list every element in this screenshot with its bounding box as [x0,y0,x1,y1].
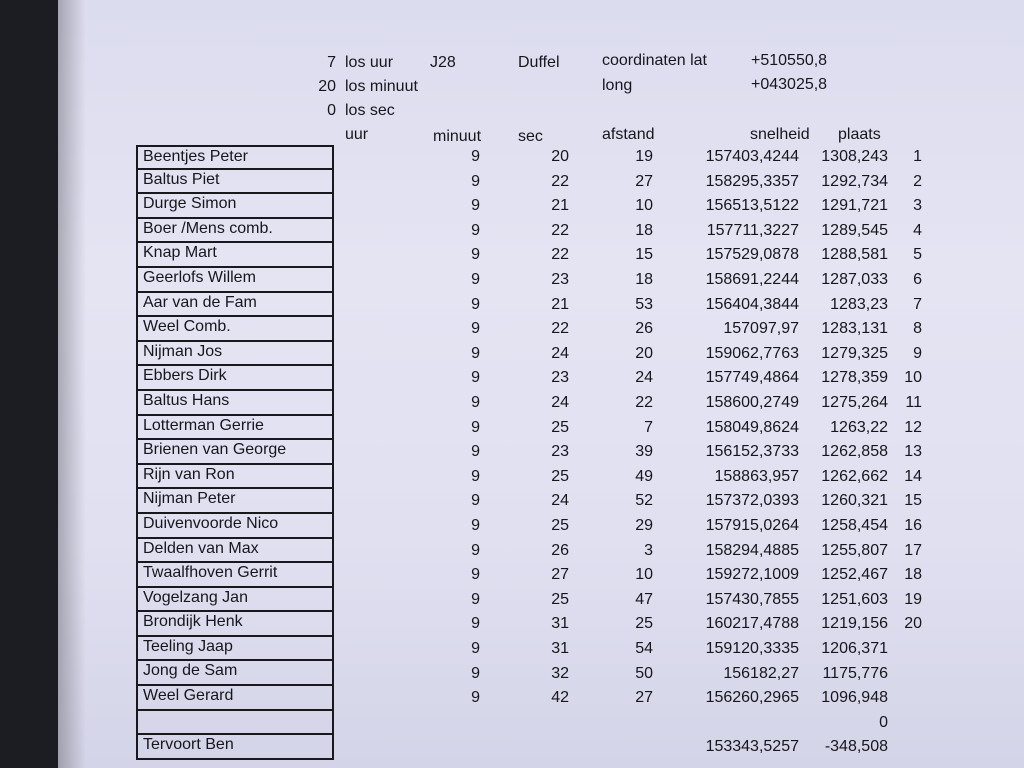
cell-snelheid: 1262,858 [821,443,888,461]
cell-snelheid: 1279,325 [821,344,888,362]
cell-afstand: 159062,7763 [705,344,799,362]
cell-snelheid: 1096,948 [821,689,888,707]
cell-afstand: 153343,5257 [705,738,799,756]
column-header-uur: uur [345,126,369,143]
cell-uur: 9 [471,197,480,215]
cell-afstand: 158863,957 [714,467,799,485]
cell-plaats: 1 [913,148,922,165]
cell-snelheid: 1175,776 [822,664,888,682]
table-row [58,467,1024,490]
cell-plaats: 4 [913,221,922,239]
cell-sec: 27 [635,689,653,707]
cell-plaats: 6 [913,271,922,288]
cell-uur: 9 [471,344,480,362]
table-row [58,737,1024,760]
cell-plaats: 18 [904,566,922,584]
name-cell: Durge Simon [136,194,334,219]
table-row [58,442,1024,465]
table-row [58,319,1024,342]
cell-sec: 39 [635,443,653,461]
cell-minuut: 20 [551,148,569,165]
cell-afstand: 158295,3357 [705,172,799,190]
cell-minuut: 23 [551,443,569,461]
paper-sheet [58,0,1024,768]
cell-sec: 49 [635,467,653,485]
cell-plaats: 10 [904,369,922,387]
cell-minuut: 42 [551,689,569,707]
cell-snelheid: 1291,721 [821,197,888,215]
coordinates-long-value: +043025,8 [751,76,828,93]
cell-plaats: 3 [913,197,922,215]
table-row [58,713,1024,736]
cell-snelheid: 1219,156 [821,615,888,633]
cell-minuut: 21 [551,197,569,215]
cell-snelheid: 1251,603 [821,590,888,608]
cell-plaats: 5 [913,246,922,264]
cell-sec: 19 [635,148,653,165]
cell-plaats: 12 [904,418,922,436]
cell-sec: 15 [635,246,653,264]
table-row [58,270,1024,293]
cell-uur: 9 [471,492,480,510]
cell-minuut: 32 [551,664,569,682]
cell-afstand: 156404,3844 [705,295,799,313]
table-row [58,516,1024,539]
cell-afstand: 156182,27 [723,664,799,682]
release-minute-label: los minuut [345,78,418,95]
table-row [58,639,1024,662]
cell-afstand: 157529,0878 [705,246,799,264]
table-row [58,541,1024,564]
cell-uur: 9 [471,443,480,461]
cell-snelheid: 1255,807 [821,541,888,559]
cell-minuut: 21 [551,295,569,313]
cell-uur: 9 [471,369,480,387]
release-place: Duffel [518,54,560,71]
release-second-label: los sec [345,102,395,119]
cell-minuut: 25 [551,467,569,485]
cell-minuut: 24 [551,492,569,510]
table-row [58,344,1024,367]
coordinates-lat-label: coordinaten lat [602,52,707,69]
name-cell: Lotterman Gerrie [136,416,334,441]
cell-minuut: 25 [551,418,569,436]
cell-minuut: 23 [551,369,569,387]
column-header-sec: sec [518,128,543,145]
cell-sec: 27 [635,172,653,190]
cell-snelheid: 1292,734 [821,172,888,190]
cell-uur: 9 [471,148,480,165]
cell-uur: 9 [471,394,480,411]
table-row [58,491,1024,514]
cell-sec: 7 [644,418,653,436]
cell-snelheid: 1289,545 [821,221,888,239]
cell-snelheid: 1275,264 [821,394,888,411]
table-row [58,245,1024,268]
race-code: J28 [430,54,456,71]
table-row [58,147,1024,170]
cell-uur: 9 [471,271,480,288]
cell-minuut: 25 [551,590,569,608]
table-row [58,614,1024,637]
release-minute-value: 20 [318,78,336,95]
cell-minuut: 24 [551,394,569,411]
cell-uur: 9 [471,221,480,239]
cell-plaats: 19 [904,590,922,608]
cell-afstand: 159120,3335 [705,640,799,657]
cell-afstand: 157097,97 [723,320,799,338]
cell-uur: 9 [471,541,480,559]
cell-plaats: 17 [904,541,922,559]
name-cell: Geerlofs Willem [136,268,334,293]
cell-minuut: 31 [551,615,569,633]
name-cell: Rijn van Ron [136,465,334,490]
cell-snelheid: 1283,131 [821,320,888,338]
cell-uur: 9 [471,517,480,534]
name-cell: Vogelzang Jan [136,588,334,613]
cell-uur: 9 [471,664,480,682]
cell-afstand: 157403,4244 [705,148,799,165]
cell-afstand: 157915,0264 [705,517,799,534]
name-cell: Beentjes Peter [136,145,334,170]
cell-afstand: 158049,8624 [705,418,799,436]
cell-sec: 54 [635,640,653,657]
table-row [58,196,1024,219]
cell-plaats: 15 [904,492,922,510]
cell-afstand: 159272,1009 [705,566,799,584]
table-row [58,393,1024,416]
cell-sec: 53 [635,295,653,313]
cell-uur: 9 [471,566,480,584]
cell-afstand: 156260,2965 [705,689,799,707]
name-cell: Boer /Mens comb. [136,219,334,244]
name-cell: Nijman Peter [136,489,334,514]
cell-snelheid: 1283,23 [830,295,888,313]
cell-snelheid: 1308,243 [821,148,888,165]
table-row [58,418,1024,441]
name-cell: Duivenvoorde Nico [136,514,334,539]
column-header-plaats: plaats [838,126,881,143]
cell-afstand: 158691,2244 [705,271,799,288]
cell-plaats: 13 [904,443,922,461]
name-cell: Nijman Jos [136,342,334,367]
name-cell: Delden van Max [136,539,334,564]
cell-sec: 24 [635,369,653,387]
cell-sec: 22 [635,394,653,411]
column-header-minuut: minuut [433,128,482,145]
table-row [58,172,1024,195]
cell-snelheid: 1260,321 [821,492,888,510]
cell-uur: 9 [471,689,480,707]
cell-minuut: 26 [551,541,569,559]
cell-sec: 20 [635,344,653,362]
name-cell: Brondijk Henk [136,612,334,637]
cell-plaats: 9 [913,344,922,362]
release-second-value: 0 [327,102,336,119]
cell-plaats: 2 [913,172,922,190]
cell-uur: 9 [471,172,480,190]
cell-snelheid: 1287,033 [821,271,888,288]
cell-minuut: 22 [551,320,569,338]
cell-sec: 47 [635,590,653,608]
cell-minuut: 22 [551,221,569,239]
name-cell: Jong de Sam [136,661,334,686]
cell-uur: 9 [471,246,480,264]
cell-plaats: 14 [904,467,922,485]
name-cell: Brienen van George [136,440,334,465]
name-cell: Knap Mart [136,243,334,268]
table-row [58,688,1024,711]
table-row [58,295,1024,318]
name-cell: Weel Comb. [136,317,334,342]
table-row [58,221,1024,244]
coordinates-lat-value: +510550,8 [751,52,828,69]
cell-afstand: 156513,5122 [705,197,799,215]
coordinates-long-label: long [602,77,633,94]
cell-sec: 50 [635,664,653,682]
name-cell: Tervoort Ben [136,735,334,760]
cell-snelheid: 1258,454 [821,517,888,534]
cell-afstand: 157372,0393 [705,492,799,510]
name-cell: Baltus Hans [136,391,334,416]
name-cell: Teeling Jaap [136,637,334,662]
column-header-snelheid: snelheid [750,126,810,143]
cell-uur: 9 [471,467,480,485]
cell-uur: 9 [471,295,480,313]
table-row [58,368,1024,391]
cell-minuut: 24 [551,344,569,362]
cell-sec: 26 [635,320,653,338]
column-header-afstand: afstand [602,126,655,143]
cell-plaats: 16 [904,517,922,534]
table-row [58,664,1024,687]
cell-snelheid: 1278,359 [821,369,888,387]
name-cell: Baltus Piet [136,170,334,195]
cell-uur: 9 [471,615,480,633]
cell-sec: 29 [635,517,653,534]
name-cell: Aar van de Fam [136,293,334,318]
table-row [58,565,1024,588]
cell-sec: 52 [635,492,653,510]
cell-sec: 10 [635,566,653,584]
cell-plaats: 8 [913,320,922,338]
cell-snelheid: 0 [879,713,888,731]
name-cell: Weel Gerard [136,686,334,711]
cell-snelheid: 1288,581 [821,246,888,264]
cell-uur: 9 [471,640,480,657]
cell-afstand: 156152,3733 [705,443,799,461]
cell-plaats: 11 [905,394,922,411]
release-hour-value: 7 [327,54,336,71]
cell-sec: 10 [635,197,653,215]
cell-sec: 18 [635,221,653,239]
cell-minuut: 22 [551,172,569,190]
table-row [58,590,1024,613]
cell-afstand: 160217,4788 [705,615,799,633]
cell-sec: 25 [635,615,653,633]
cell-snelheid: 1262,662 [821,467,888,485]
cell-afstand: 157711,3227 [706,221,799,239]
cell-snelheid: -348,508 [824,738,888,756]
cell-sec: 3 [644,541,653,559]
cell-minuut: 31 [551,640,569,657]
cell-afstand: 157430,7855 [705,590,799,608]
cell-snelheid: 1206,371 [821,640,888,657]
cell-plaats: 20 [904,615,922,633]
name-cell: Ebbers Dirk [136,366,334,391]
name-cell: Twaalfhoven Gerrit [136,563,334,588]
cell-minuut: 27 [551,566,569,584]
cell-snelheid: 1263,22 [830,418,888,436]
cell-uur: 9 [471,418,480,436]
release-hour-label: los uur [345,54,394,71]
cell-minuut: 25 [551,517,569,534]
cell-uur: 9 [471,590,480,608]
cell-plaats: 7 [913,295,922,313]
cell-afstand: 157749,4864 [705,369,799,387]
cell-minuut: 22 [551,246,569,264]
cell-afstand: 158294,4885 [705,541,799,559]
cell-sec: 18 [635,271,653,288]
cell-snelheid: 1252,467 [821,566,888,584]
cell-uur: 9 [471,320,480,338]
cell-minuut: 23 [551,271,569,288]
cell-afstand: 158600,2749 [705,394,799,411]
